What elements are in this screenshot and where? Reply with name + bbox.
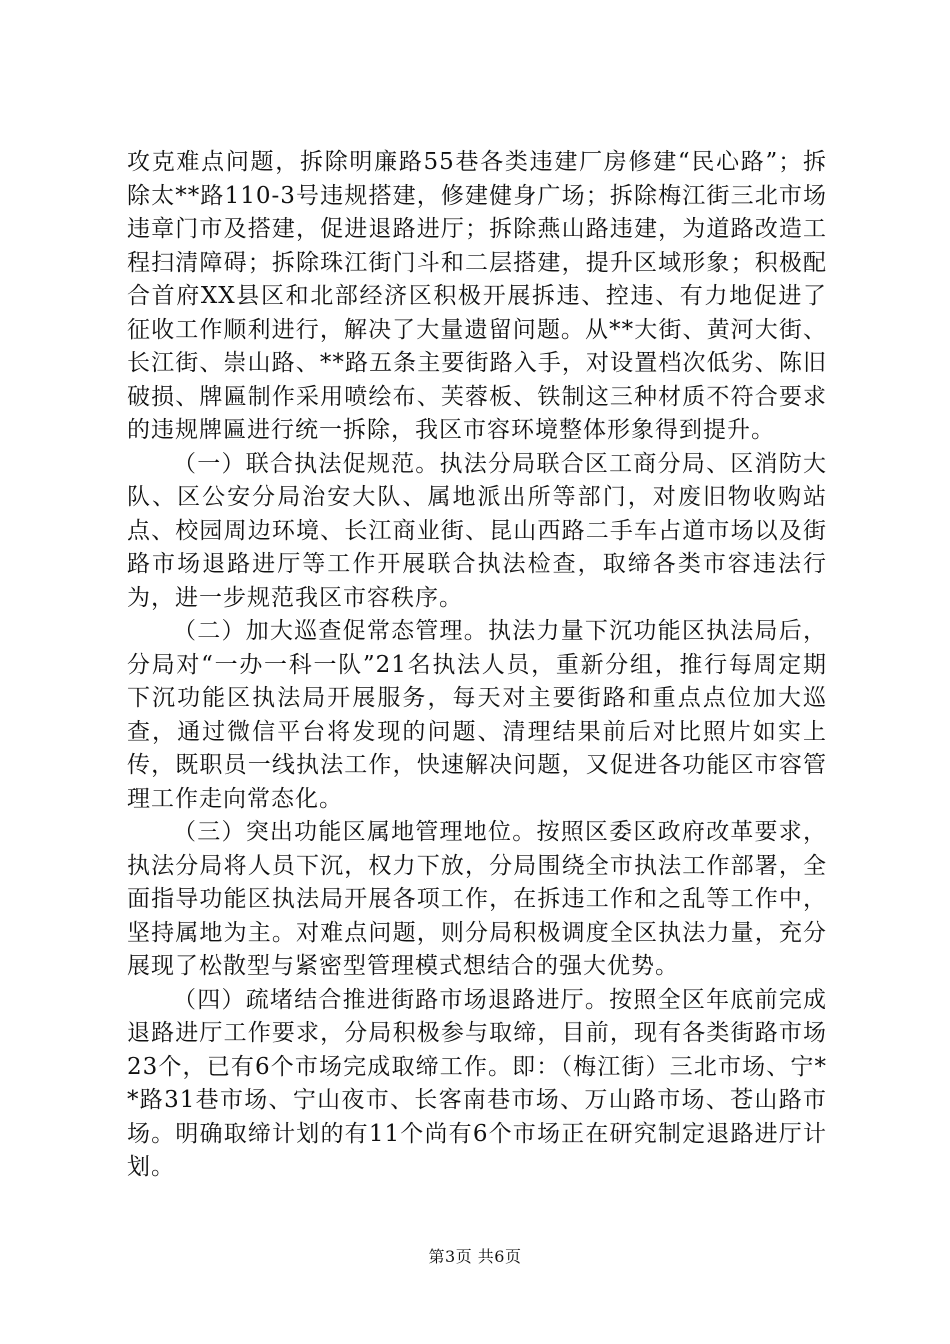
paragraph-territorial-management: （三）突出功能区属地管理地位。按照区委区政府改革要求，执法分局将人员下沉，权力下放，分局围绕全市执法工作部署，全面指导功能区执法局开展各项工作，在拆违工作和之乱等工作中，坚持属地为主。对难点问题，则分局积极调度全区执法力量，充分展现了松散型与紧密型管理模式想结合的强大优势。: [127, 819, 827, 979]
paragraph-street-markets: （四）疏堵结合推进街路市场退路进厅。按照全区年底前完成退路进厅工作要求，分局积极参与取缔，目前，现有各类街路市场23个，已有6个市场完成取缔工作。即：（梅江街）三北市场、宁**路31巷市场、宁山夜市、长客南巷市场、万山路市场、苍山路市场。明确取缔计划的有11个尚有6个市场正在研究制定退路进厅计划。: [127, 986, 827, 1180]
document-body: [127, 146, 827, 1185]
paragraph-patrol: （二）加大巡查促常态管理。执法力量下沉功能区执法局后，分局对“一办一科一队”21名执法人员，重新分组，推行每周定期下沉功能区执法局开展服务，每天对主要街路和重点点位加大巡查，通过微信平台将发现的问题、清理结果前后对比照片如实上传，既职员一线执法工作，快速解决问题，又促进各功能区市容管理工作走向常态化。: [127, 618, 827, 812]
paragraph-intro: 攻克难点问题，拆除明廉路55巷各类违建厂房修建“民心路”；拆除太**路110-3号违规搭建，修建健身广场；拆除梅江街三北市场违章门市及搭建，促进退路进厅；拆除燕山路违建，为道路改造工程扫清障碍；拆除珠江街门斗和二层搭建，提升区域形象；积极配合首府XX县区和北部经济区积极开展拆违、控违、有力地促进了征收工作顺利进行，解决了大量遗留问题。从**大街、黄河大街、长江街、崇山路、**路五条主要街路入手，对设置档次低劣、陈旧破损、牌匾制作采用喷绘布、芙蓉板、铁制这三种材质不符合要求的违规牌匾进行统一拆除，我区市容环境整体形象得到提升。: [127, 149, 827, 443]
page-footer: 第3页 共6页: [428, 1247, 522, 1266]
paragraph-joint-enforcement: （一）联合执法促规范。执法分局联合区工商分局、区消防大队、区公安分局治安大队、属地派出所等部门，对废旧物收购站点、校园周边环境、长江商业街、昆山西路二手车占道市场以及街路市场退路进厅等工作开展联合执法检查，取缔各类市容违法行为，进一步规范我区市容秩序。: [127, 450, 827, 611]
